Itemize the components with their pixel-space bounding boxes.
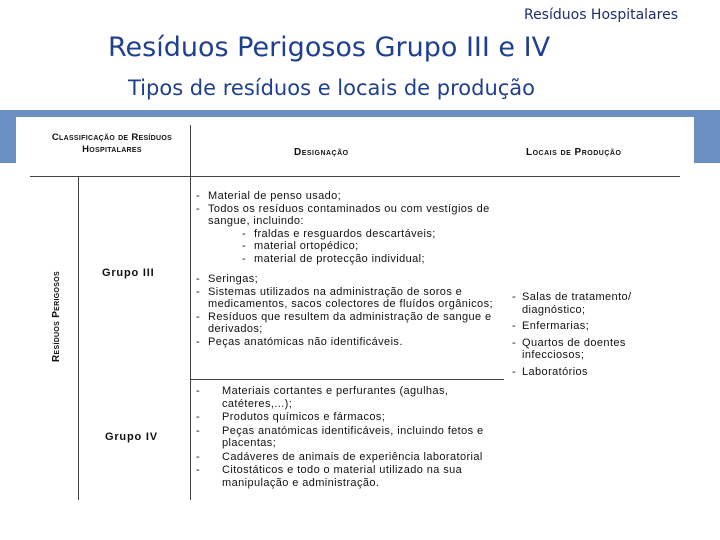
table-divider-label-column <box>78 177 79 500</box>
list-subitem: - fraldas e resguardos descartáveis; <box>196 228 501 241</box>
column-header-designation: Designação <box>294 147 349 158</box>
list-item: - Produtos químicos e fármacos; <box>196 411 501 424</box>
group-iv-designation <box>196 385 501 490</box>
list-item: - Citostáticos e todo o material utilizado na sua manipulação e administração. <box>196 464 501 489</box>
table-group-separator <box>190 379 504 380</box>
list-item: - Salas de tratamento/ diagnóstico; <box>512 291 688 316</box>
row-label-hazardous-waste: Resíduos Perigosos <box>51 271 62 362</box>
list-item: - Material de penso usado; <box>196 190 501 203</box>
group-iii-designation <box>196 190 501 348</box>
list-item: - Resíduos que resultem da administração de sangue e derivados; <box>196 311 501 336</box>
group-iii-label: Grupo III <box>102 267 155 279</box>
table-divider-vertical <box>190 125 191 500</box>
list-item: - Quartos de doentes infecciosos; <box>512 337 688 362</box>
list-item: - Sistemas utilizados na administração de soros e medicamentos, sacos colectores de fluídos orgânicos; <box>196 286 501 311</box>
list-subitem: - material de protecção individual; <box>196 253 501 266</box>
production-locations <box>512 291 688 382</box>
list-item: - Seringas; <box>196 273 501 286</box>
column-header-locations: Locais de Produção <box>526 147 622 158</box>
presentation-topic-label: Resíduos Hospitalares <box>523 7 678 23</box>
list-subitem: - material ortopédico; <box>196 240 501 253</box>
column-header-classification: Classificação de Resíduos Hospitalares <box>51 132 173 155</box>
group-iv-label: Grupo IV <box>105 431 158 443</box>
slide-title: Resíduos Perigosos Grupo III e IV <box>108 32 551 63</box>
list-item: - Enfermarias; <box>512 320 688 333</box>
list-item: - Laboratórios <box>512 366 688 379</box>
list-item: - Cadáveres de animais de experiência laboratorial <box>196 451 501 464</box>
table-header-rule <box>30 176 680 177</box>
list-item: - Todos os resíduos contaminados ou com vestígios de sangue, incluindo: <box>196 203 501 228</box>
list-item: - Peças anatómicas identificáveis, incluindo fetos e placentas; <box>196 425 501 450</box>
list-item: - Materiais cortantes e perfurantes (agulhas, catéteres,...); <box>196 385 501 410</box>
classification-table <box>16 117 694 507</box>
slide-subtitle: Tipos de resíduos e locais de produção <box>128 76 536 100</box>
list-item: - Peças anatómicas não identificáveis. <box>196 336 501 349</box>
